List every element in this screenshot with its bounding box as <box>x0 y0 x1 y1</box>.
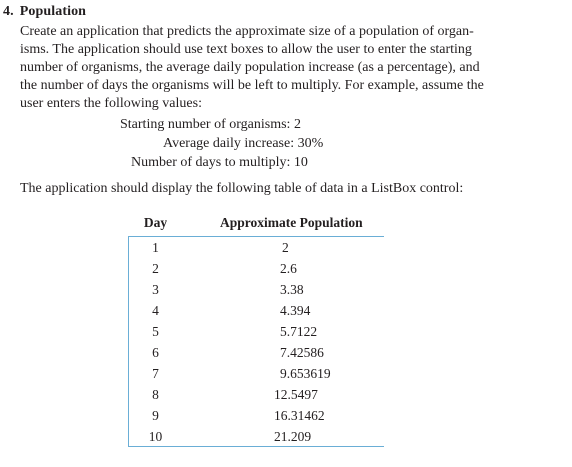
cell-population: 9.653619 <box>280 366 331 381</box>
table-row <box>128 279 384 300</box>
table-row <box>128 342 384 363</box>
description-line: Create an application that predicts the approximate size of a population of organ- <box>20 24 474 39</box>
table-row <box>128 237 384 258</box>
cell-day: 2 <box>152 261 159 276</box>
cell-day: 1 <box>152 240 159 255</box>
table-row <box>128 426 384 447</box>
exercise-description <box>20 23 515 113</box>
description-line: number of organisms, the average daily population increase (as a percentage), and <box>20 60 480 75</box>
cell-population: 7.42586 <box>280 345 324 360</box>
cell-population: 2.6 <box>280 261 297 276</box>
table-intro: The application should display the following table of data in a ListBox control: <box>20 181 464 196</box>
example-value-days: Number of days to multiply: 10 <box>131 155 308 170</box>
cell-day: 5 <box>152 324 159 339</box>
cell-population: 3.38 <box>280 282 304 297</box>
cell-population: 21.209 <box>274 429 312 444</box>
header-day: Day <box>143 215 168 230</box>
cell-day: 10 <box>148 429 163 444</box>
table-row <box>128 384 384 405</box>
cell-day: 6 <box>152 345 159 360</box>
description-line: user enters the following values: <box>20 96 202 111</box>
cell-population: 5.7122 <box>280 324 318 339</box>
exercise-title: Population <box>19 4 87 19</box>
table-row <box>128 321 384 342</box>
description-line: the number of days the organisms will be left to multiply. For example, assume the <box>20 78 484 93</box>
exercise-number: 4. <box>3 4 14 19</box>
cell-population: 12.5497 <box>274 387 318 402</box>
cell-day: 7 <box>152 366 159 381</box>
table-bottom-rule <box>128 446 384 447</box>
header-population: Approximate Population <box>220 215 363 230</box>
table-column-divider <box>128 237 129 447</box>
table-header <box>128 210 384 237</box>
cell-day: 4 <box>152 303 159 318</box>
description-line: isms. The application should use text boxes to allow the user to enter the starting <box>20 42 472 57</box>
cell-population: 2 <box>282 240 289 255</box>
cell-day: 8 <box>152 387 159 402</box>
cell-day: 3 <box>152 282 159 297</box>
example-value-increase: Average daily increase: 30% <box>163 136 324 151</box>
table-row <box>128 258 384 279</box>
population-table <box>128 210 384 447</box>
example-value-starting: Starting number of organisms: 2 <box>120 117 301 132</box>
table-row <box>128 363 384 384</box>
cell-population: 4.394 <box>280 303 311 318</box>
cell-day: 9 <box>152 408 159 423</box>
table-row <box>128 300 384 321</box>
cell-population: 16.31462 <box>274 408 325 423</box>
exercise-heading <box>3 4 86 20</box>
table-row <box>128 405 384 426</box>
